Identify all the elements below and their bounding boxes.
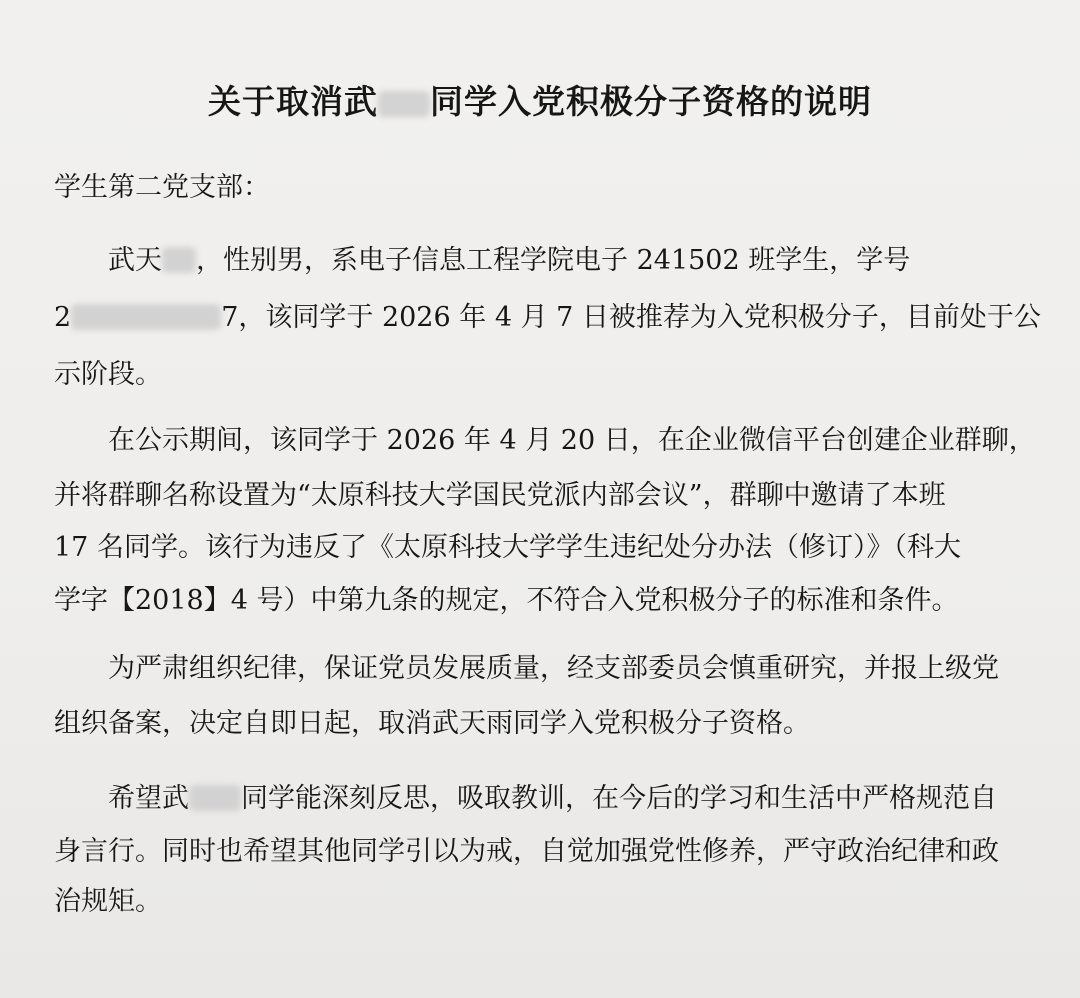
p1-line-2 xyxy=(54,300,1041,336)
p1-line-1-b: ，性别男，系电子信息工程学院电子 241502 班学生，学号 xyxy=(196,245,911,276)
redaction-blur xyxy=(162,247,196,273)
p4-line-2: 身言行。同时也希望其他同学引以为戒，自觉加强党性修养，严守政治纪律和政 xyxy=(54,836,999,867)
p1-line-2-a: 2 xyxy=(54,302,72,333)
title-part-2: 同学入党积极分子资格的说明 xyxy=(430,82,872,121)
p3-line-2: 组织备案，决定自即日起，取消武天雨同学入党积极分子资格。 xyxy=(54,708,810,739)
document-title xyxy=(0,76,1080,123)
p2-line-2: 并将群聊名称设置为“太原科技大学国民党派内部会议”，群聊中邀请了本班 xyxy=(54,480,946,511)
title-part-1: 关于取消武 xyxy=(208,82,378,121)
p1-line-3: 示阶段。 xyxy=(54,359,162,390)
p2-line-1 xyxy=(108,423,1036,459)
p1-line-1 xyxy=(108,243,910,279)
redaction-blur xyxy=(71,304,221,330)
p4-line-3: 治规矩。 xyxy=(54,886,162,917)
p4-line-1 xyxy=(108,781,997,817)
redaction-blur xyxy=(378,91,430,117)
p2-line-3: 17 名同学。该行为违反了《太原科技大学学生违纪处分办法（修订）》（科大 xyxy=(54,532,961,563)
salutation: 学生第二党支部： xyxy=(54,172,270,203)
p4-line-1-b: 同学能深刻反思，吸取教训，在今后的学习和生活中严格规范自 xyxy=(241,783,997,814)
p2-line-1-a: 在公示期间，该同 xyxy=(108,425,324,456)
redaction-blur xyxy=(189,785,241,811)
p1-line-2-b: 7，该同学于 2026 年 4 月 7 日被推荐为入党积极分子，目前处于公 xyxy=(221,302,1041,333)
p2-line-4: 学字【2018】4 号）中第九条的规定，不符合入党积极分子的标准和条件。 xyxy=(54,585,959,616)
p2-line-1-b: 学于 2026 年 4 月 20 日，在企业微信平台创建企业群聊， xyxy=(324,425,1036,456)
p1-line-1-a: 武天 xyxy=(108,245,162,276)
p3-line-1: 为严肃组织纪律，保证党员发展质量，经支部委员会慎重研究，并报上级党 xyxy=(108,653,999,684)
p4-line-1-a: 希望武 xyxy=(108,783,189,814)
